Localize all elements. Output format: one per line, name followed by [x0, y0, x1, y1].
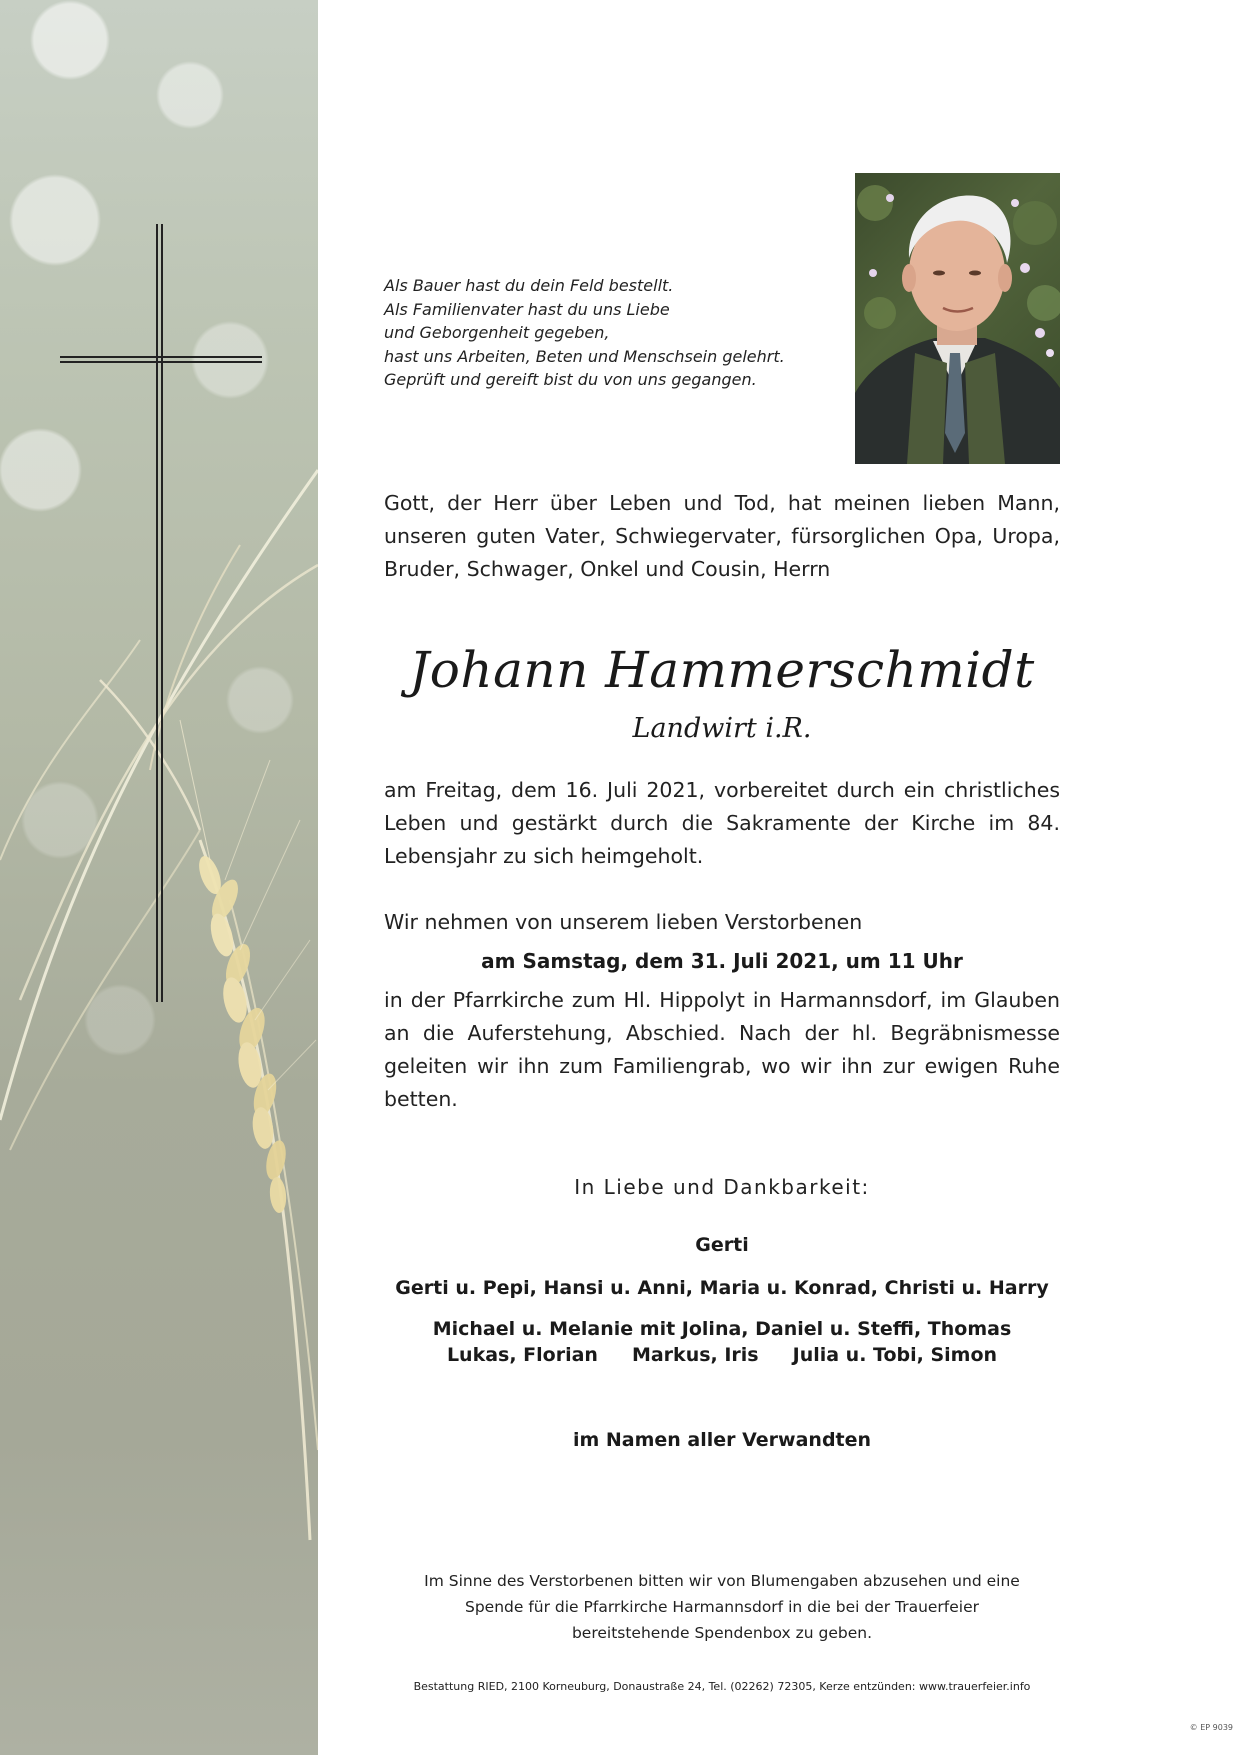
cross-vertical-beam: [156, 224, 163, 1002]
mourner-group: Lukas, Florian: [446, 1344, 598, 1366]
mourner-grandchildren-line-1: Michael u. Melanie mit Jolina, Daniel u. Steffi, Thomas: [432, 1318, 1012, 1340]
cross-horizontal-beam: [60, 356, 262, 363]
poem-line: und Geborgenheit gegeben,: [384, 323, 610, 342]
deceased-title: Landwirt i.R.: [632, 713, 812, 744]
poem-line: Geprüft und gereift bist du von uns gegangen.: [384, 370, 757, 389]
cross-icon: [60, 224, 262, 1002]
portrait-photo: [855, 173, 1060, 464]
mourner-spouse: Gerti: [695, 1234, 749, 1256]
deceased-name: Johann Hammerschmidt: [409, 641, 1035, 699]
mourners-heading: In Liebe und Dankbarkeit:: [574, 1175, 870, 1199]
poem-line: Als Familienvater hast du uns Liebe: [384, 299, 670, 319]
poem-line: hast uns Arbeiten, Beten und Menschsein gelehrt.: [384, 346, 785, 366]
decorative-side-panel: [0, 0, 318, 1755]
intro-paragraph: Gott, der Herr über Leben und Tod, hat meinen lieben Mann, unseren guten Vater, Schwiegervater, fürsorglichen Opa, Uropa, Bruder, Schwager, Onkel und Cousin, Herrn: [384, 491, 1060, 581]
mourner-grandchildren-line-2: [358, 1341, 1086, 1369]
obituary-content: [318, 0, 1241, 1755]
donation-line: Im Sinne des Verstorbenen bitten wir von Blumengaben abzusehen und eine: [424, 1572, 1020, 1590]
mourner-group: Markus, Iris: [631, 1344, 759, 1366]
farewell-intro: Wir nehmen von unserem lieben Verstorbenen: [384, 910, 863, 934]
death-paragraph: am Freitag, dem 16. Juli 2021, vorbereitet durch ein christliches Leben und gestärkt durch die Sakramente der Kirche im 84. Lebensjahr zu sich heimgeholt.: [384, 778, 1060, 868]
funeral-date: am Samstag, dem 31. Juli 2021, um 11 Uhr: [481, 949, 963, 973]
mourner-relatives: im Namen aller Verwandten: [572, 1429, 872, 1451]
farewell-detail: in der Pfarrkirche zum Hl. Hippolyt in Harmannsdorf, im Glauben an die Auferstehung, Abschied. Nach der hl. Begräbnismesse geleiten wir ihn zum Familiengrab, wo wir ihn zur ewigen Ruhe betten.: [384, 988, 1060, 1111]
funeral-home-footer: Bestattung RIED, 2100 Korneuburg, Donaustraße 24, Tel. (02262) 72305, Kerze entzünden: www.trauerfeier.info: [413, 1680, 1031, 1693]
donation-line: Spende für die Pfarrkirche Harmannsdorf in die bei der Trauerfeier: [464, 1598, 980, 1616]
mourner-children: Gerti u. Pepi, Hansi u. Anni, Maria u. Konrad, Christi u. Harry: [395, 1277, 1049, 1299]
memorial-poem: [384, 274, 864, 392]
donation-line: bereitstehende Spendenbox zu geben.: [571, 1624, 873, 1642]
template-code: © EP 9039: [1189, 1723, 1233, 1732]
poem-line: Als Bauer hast du dein Feld bestellt.: [384, 276, 674, 295]
mourner-group: Julia u. Tobi, Simon: [792, 1344, 998, 1366]
donation-note: [358, 1568, 1086, 1646]
